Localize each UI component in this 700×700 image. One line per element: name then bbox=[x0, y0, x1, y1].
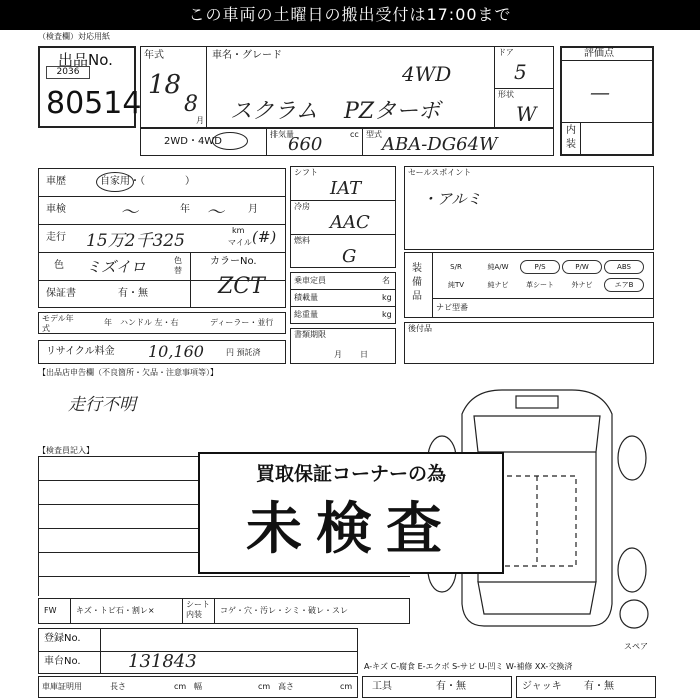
model-year-label: モデル年式 bbox=[42, 314, 74, 333]
displacement-unit: cc bbox=[350, 130, 359, 139]
lot-label: 出品No. bbox=[58, 51, 113, 69]
weight-label: 総重量 bbox=[294, 310, 318, 319]
equipment-item-row1-3: P/W bbox=[562, 260, 602, 274]
handle-options: ハンドル 左・右 bbox=[120, 318, 179, 327]
garage-cert-label: 車庫証明用 bbox=[42, 682, 82, 691]
equipment-item-row1-2: P/S bbox=[520, 260, 560, 274]
recycle-label: リサイクル料金 bbox=[46, 346, 115, 357]
jack-options: 有・無 bbox=[584, 681, 614, 692]
equipment-item-row1-4: ABS bbox=[604, 260, 644, 274]
seat-label: シート内装 bbox=[186, 600, 210, 619]
history-selected-circle bbox=[96, 172, 134, 192]
interior-label: 内装 bbox=[566, 125, 576, 150]
capacity-unit: 名 bbox=[382, 276, 390, 285]
cert-length-label: 長さ bbox=[110, 682, 126, 691]
doc-period-label: 書類期限 bbox=[294, 330, 326, 339]
score-label: 評価点 bbox=[584, 48, 614, 59]
color-change-label: 色替 bbox=[174, 256, 182, 275]
lot-number: 80514 bbox=[46, 86, 142, 121]
recycle-value: 10,160 bbox=[148, 342, 204, 361]
shape-label: 形状 bbox=[498, 90, 514, 99]
color-code-label: カラーNo. bbox=[210, 256, 257, 267]
inspector-label: 【検査員記入】 bbox=[38, 446, 94, 455]
weight-unit: kg bbox=[382, 310, 392, 319]
stamp-main-text: 未検査 bbox=[246, 497, 456, 562]
model-year-unit: 年 bbox=[104, 318, 112, 327]
ac-label: 冷房 bbox=[294, 202, 310, 211]
equipment-item-row2-1: 純ナビ bbox=[487, 281, 509, 289]
displacement-value: 660 bbox=[288, 134, 323, 155]
aftermarket-label: 後付品 bbox=[408, 324, 432, 333]
pickup-notice-banner: この車両の土曜日の搬出受付は17:00まで bbox=[0, 0, 700, 30]
inspection-month-value: 〜 bbox=[206, 202, 224, 223]
equipment-label: 装備品 bbox=[412, 263, 422, 302]
mileage-unit-mile: マイル bbox=[228, 238, 252, 247]
cert-height-label: 高さ bbox=[278, 682, 294, 691]
fuel-label: 燃料 bbox=[294, 236, 310, 245]
equipment-item-row1-0: S/R bbox=[450, 263, 462, 271]
type-label: 型式 bbox=[366, 130, 382, 139]
spare-label: スペア bbox=[624, 642, 648, 651]
lot-small-number: 2036 bbox=[46, 66, 90, 79]
history-label: 車歴 bbox=[46, 176, 66, 187]
car-name: スクラム bbox=[230, 99, 318, 124]
sales-point-label: セールスポイント bbox=[408, 168, 472, 177]
color-code-value: ZCT bbox=[218, 274, 265, 299]
inspection-year-value: 〜 bbox=[120, 202, 138, 223]
equipment-item-row2-0: 純TV bbox=[447, 281, 465, 289]
load-unit: kg bbox=[382, 293, 392, 302]
inspection-label: 車検 bbox=[46, 204, 66, 215]
stamp-subtitle: 買取保証コーナーの為 bbox=[255, 463, 446, 485]
tools-options: 有・無 bbox=[436, 681, 466, 692]
cert-width-label: 幅 bbox=[194, 682, 202, 691]
year-month-value: 8 bbox=[184, 92, 198, 117]
jack-label: ジャッキ bbox=[522, 681, 562, 692]
tools-label: 工具 bbox=[372, 681, 392, 692]
drive-selected-circle bbox=[212, 132, 248, 150]
cert-width-unit: cm bbox=[258, 682, 271, 691]
capacity-label: 乗車定員 bbox=[294, 276, 326, 285]
shift-value: IAT bbox=[330, 178, 362, 199]
fw-text: キズ・トビ石・割レ× bbox=[76, 606, 155, 615]
dealer-options: ディーラー・並行 bbox=[210, 318, 274, 327]
sales-point-value: ・アルミ bbox=[422, 190, 482, 208]
history-options: 自家用・（ ） bbox=[100, 176, 195, 187]
score-value: — bbox=[590, 80, 610, 104]
cert-height-unit: cm bbox=[340, 682, 353, 691]
fw-label: FW bbox=[44, 606, 57, 615]
seller-notes-value: 走行不明 bbox=[68, 395, 136, 415]
navi-model-label: ナビ型番 bbox=[436, 303, 468, 312]
warranty-label: 保証書 bbox=[46, 288, 76, 299]
equipment-item-row2-3: 外ナビ bbox=[571, 281, 593, 289]
mileage-value: 15万2千325 bbox=[86, 231, 185, 251]
inspection-year-unit: 年 bbox=[180, 204, 190, 215]
type-value: ABA-DG64W bbox=[382, 134, 498, 155]
drive-options: 2WD・4WD bbox=[164, 136, 222, 147]
model-label: 車名・グレード bbox=[212, 50, 282, 61]
fuel-value: G bbox=[342, 246, 357, 267]
equipment-item-row2-4: エアB bbox=[604, 278, 644, 292]
displacement-label: 排気量 bbox=[270, 130, 294, 139]
not-inspected-stamp bbox=[198, 452, 504, 574]
header-note: （検査欄）対応用紙 bbox=[38, 32, 110, 41]
load-label: 積載量 bbox=[294, 293, 318, 302]
seat-text: コゲ・穴・汚レ・シミ・破レ・スレ bbox=[220, 606, 348, 615]
shift-label: シフト bbox=[294, 168, 318, 177]
recycle-unit: 円 預託済 bbox=[226, 348, 261, 357]
damage-legend: A-キズ C-腐食 E-エクボ S-サビ U-凹ミ W-補修 XX-交換済 bbox=[364, 662, 573, 671]
doc-period-unit: 月日 bbox=[334, 350, 386, 359]
warranty-options: 有・無 bbox=[118, 288, 148, 299]
color-label: 色 bbox=[54, 260, 64, 271]
mileage-label: 走行 bbox=[46, 232, 66, 243]
inspection-month-unit: 月 bbox=[248, 204, 258, 215]
doors-value: 5 bbox=[514, 60, 527, 84]
equipment-item-row2-2: 革シート bbox=[526, 281, 554, 289]
year-value: 18 bbox=[148, 70, 182, 100]
aftermarket-block bbox=[404, 322, 654, 364]
mileage-note: (#) bbox=[252, 228, 277, 246]
car-grade: PZターボ bbox=[344, 99, 441, 124]
ac-value: AAC bbox=[330, 212, 370, 233]
doors-label: ドア bbox=[498, 48, 514, 57]
chassis-value: 131843 bbox=[128, 651, 197, 672]
year-label: 年式 bbox=[144, 50, 164, 61]
equipment-item-row1-1: 純A/W bbox=[487, 263, 509, 271]
mileage-unit-km: km bbox=[232, 226, 245, 235]
drive-note: 4WD bbox=[402, 62, 452, 86]
cert-length-unit: cm bbox=[174, 682, 187, 691]
seller-notes-label: 【出品店申告欄（不良箇所・欠品・注意事項等）】 bbox=[38, 368, 218, 377]
color-value: ミズイロ bbox=[86, 258, 146, 276]
shape-value: W bbox=[516, 102, 537, 126]
registration-label: 登録No. bbox=[44, 633, 81, 644]
chassis-label: 車台No. bbox=[44, 656, 81, 667]
